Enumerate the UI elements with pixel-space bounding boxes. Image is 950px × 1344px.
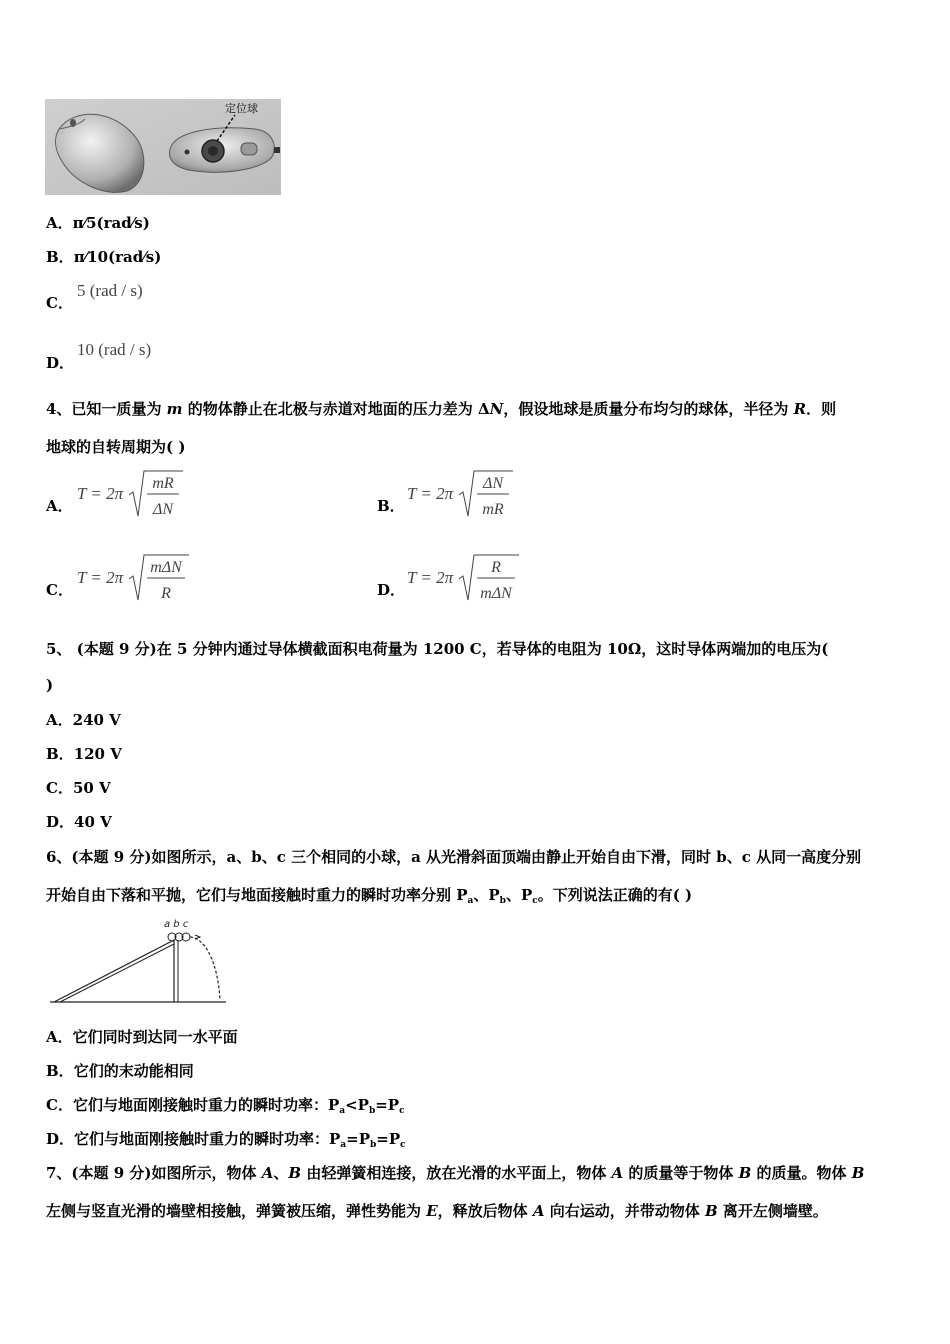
formula-denominator: R	[161, 585, 171, 602]
mouse-label: 定位球	[225, 102, 258, 115]
option-letter: C．	[46, 294, 73, 312]
mouse-figure	[45, 99, 281, 195]
q5-option-a[interactable]	[46, 709, 121, 730]
option-letter: A．	[46, 214, 73, 232]
q6-option-b[interactable]	[46, 1060, 194, 1081]
q4-formula-d	[407, 552, 523, 610]
q4-option-c[interactable]	[46, 579, 73, 600]
option-letter: B．	[46, 1062, 74, 1080]
option-text: 它们与地面刚接触时重力的瞬时功率：P	[74, 1130, 341, 1148]
formula-lhs: T = 2π	[407, 568, 454, 587]
q5-stem-line1: 5、 (本题 9 分)在 5 分钟内通过导体横截面积电荷量为 1200 C，若导体的电阻为 10Ω，这时导体两端加的电压为(	[46, 640, 829, 658]
option-text: 120 V	[73, 745, 122, 763]
option-letter: C．	[46, 1096, 73, 1114]
q7-stem-line2: 左侧与竖直光滑的墙壁相接触，弹簧被压缩，弹性势能为 E，释放后物体 A 向右运动，并带动物体 B 离开左侧墙壁。	[46, 1202, 828, 1220]
q5-stem-line2: )	[46, 676, 54, 694]
option-letter: A．	[46, 711, 73, 729]
formula-denominator: ΔN	[152, 501, 174, 518]
q3-option-c[interactable]	[46, 292, 73, 313]
incline-figure	[50, 914, 230, 1006]
formula-lhs: T = 2π	[407, 484, 454, 503]
formula-numerator: R	[491, 559, 501, 576]
q5-option-b[interactable]	[46, 743, 122, 764]
q5-option-d[interactable]	[46, 811, 112, 832]
q4-option-a[interactable]	[46, 495, 73, 516]
q6-stem-line2: 开始自由下落和平抛，它们与地面接触时重力的瞬时功率分别 $P_a$、$P_b$、$P_c$。下列说法正确的有( )	[46, 886, 693, 906]
q4-formula-a	[77, 468, 187, 526]
option-text: π⁄10(rad⁄s)	[73, 248, 162, 266]
option-letter: D．	[46, 354, 75, 372]
q7-stem-line1: 7、(本题 9 分)如图所示，物体 A、B 由轻弹簧相连接，放在光滑的水平面上，物体 A 的质量等于物体 B 的质量。物体 B	[46, 1164, 865, 1182]
q4-formula-c	[77, 552, 193, 610]
formula-denominator: mR	[482, 501, 504, 518]
option-letter: D．	[46, 813, 75, 831]
option-letter: C．	[46, 779, 73, 797]
q4-option-b[interactable]	[377, 495, 405, 516]
option-letter: B．	[46, 745, 74, 763]
formula-denominator: mΔN	[480, 585, 512, 602]
q3-option-c-math: 5 (rad / s)	[77, 281, 143, 300]
option-text: 它们的末动能相同	[73, 1062, 194, 1080]
option-text: 50 V	[72, 779, 111, 797]
q5-option-c[interactable]	[46, 777, 111, 798]
q3-option-d[interactable]	[46, 352, 74, 373]
option-text: 240 V	[72, 711, 121, 729]
q4-formula-b	[407, 468, 517, 526]
q3-option-b[interactable]	[46, 246, 161, 267]
formula-numerator: ΔN	[482, 475, 504, 492]
option-text: 它们同时到达同一水平面	[72, 1028, 238, 1046]
formula-numerator: mR	[152, 475, 174, 492]
mouse-photo	[45, 99, 281, 195]
q4-option-d[interactable]	[377, 579, 405, 600]
option-letter: A．	[46, 497, 73, 515]
option-text: 40 V	[74, 813, 112, 831]
option-letter: D．	[377, 581, 406, 599]
q4-stem-line2: 地球的自转周期为( )	[46, 438, 186, 456]
formula-lhs: T = 2π	[77, 484, 124, 503]
q3-option-d-math: 10 (rad / s)	[77, 340, 152, 359]
option-letter: C．	[46, 581, 73, 599]
q6-option-d[interactable]: D．它们与地面刚接触时重力的瞬时功率：$P_a=P_b=P_c$	[46, 1130, 406, 1150]
q6-option-c[interactable]: C．它们与地面刚接触时重力的瞬时功率：$P_a<P_b=P_c$	[46, 1096, 405, 1116]
option-letter: D．	[46, 1130, 75, 1148]
option-text: π⁄5(rad⁄s)	[72, 214, 150, 232]
option-letter: B．	[46, 248, 74, 266]
option-text: 它们与地面刚接触时重力的瞬时功率：P	[72, 1096, 340, 1114]
q4-stem-line1: 4、已知一质量为 m 的物体静止在北极与赤道对地面的压力差为 ΔN，假设地球是质量分布均匀的球体，半径为 R．则	[46, 400, 837, 418]
q6-stem-line1: 6、(本题 9 分)如图所示，a、b、c 三个相同的小球，a 从光滑斜面顶端由静止开始自由下滑，同时 b、c 从同一高度分别	[46, 848, 862, 866]
formula-lhs: T = 2π	[77, 568, 124, 587]
q3-option-a[interactable]	[46, 212, 150, 233]
ball-labels: a b c	[164, 919, 189, 930]
option-letter: B．	[377, 497, 405, 515]
option-letter: A．	[46, 1028, 73, 1046]
formula-numerator: mΔN	[150, 559, 182, 576]
q6-option-a[interactable]	[46, 1026, 238, 1047]
